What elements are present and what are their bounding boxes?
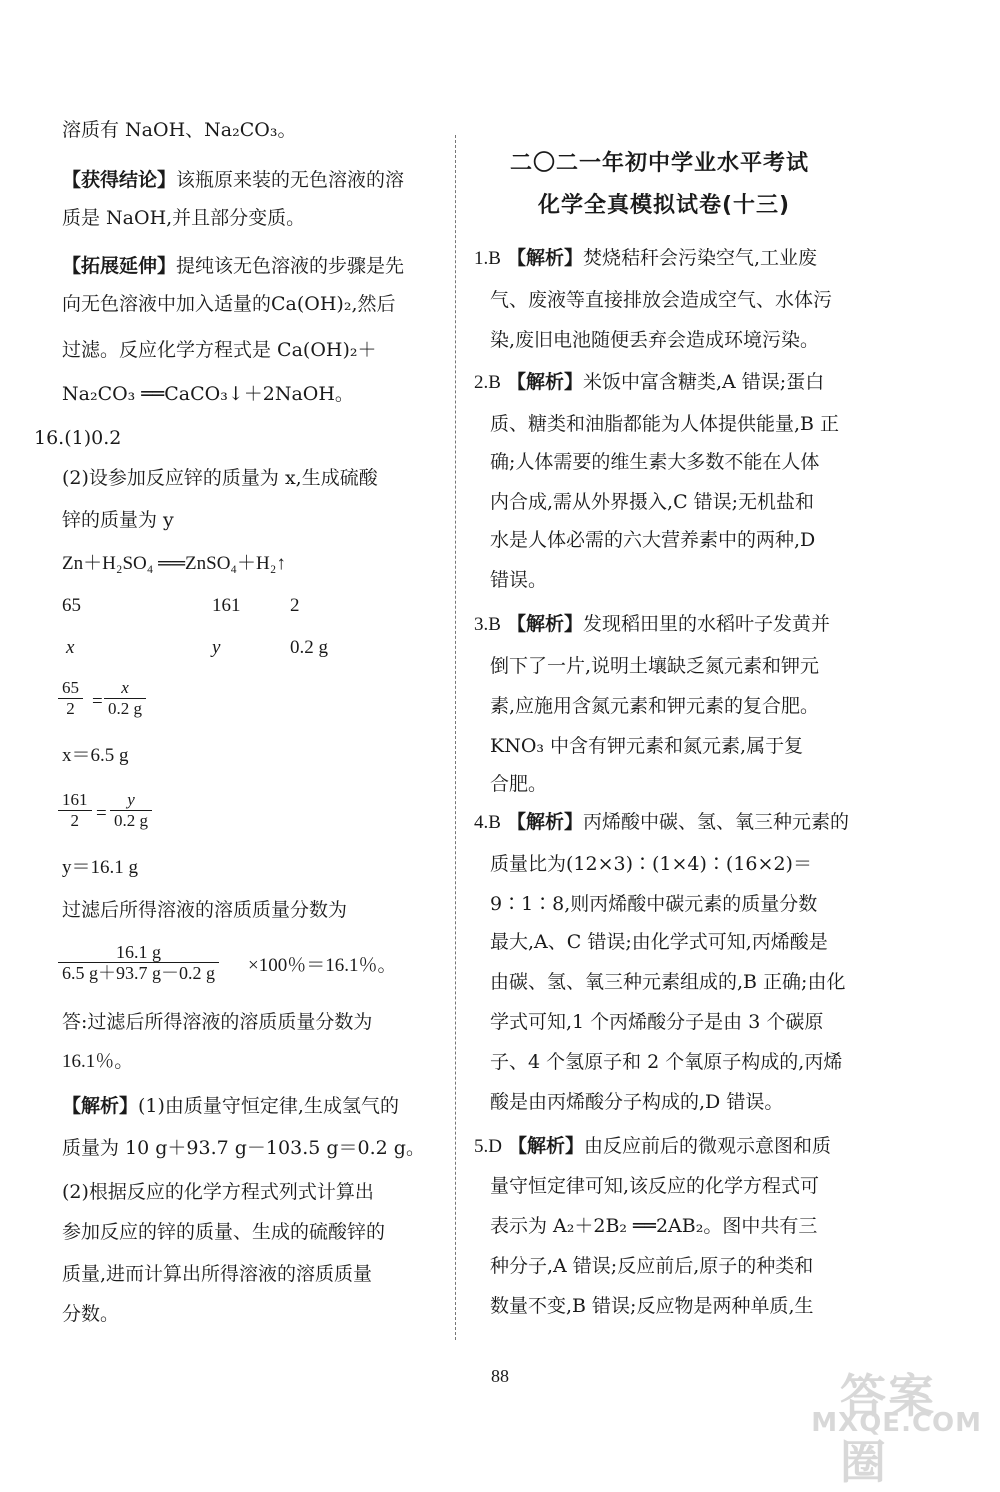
watermark-text: 答案圈 [840, 1369, 936, 1489]
answer-number: 2.B [474, 372, 501, 393]
answer-number: 4.B [474, 812, 501, 833]
answer-line [474, 246, 817, 271]
text-line: 锌的质量为 y [62, 509, 174, 531]
text-span: (1)由质量守恒定律,生成氢气的 [138, 1095, 399, 1117]
ratio-row: 2 [290, 595, 300, 616]
fraction-numerator: x [104, 678, 146, 699]
fraction-denominator: 0.2 g [114, 811, 148, 830]
text-line: 最大,A、C 错误;由化学式可知,丙烯酸是 [490, 931, 828, 953]
ratio-row: y [212, 637, 221, 658]
text-line: 9∶1∶8,则丙烯酸中碳元素的质量分数 [490, 893, 818, 915]
text-line: 内合成,需从外界摄入,C 错误;无机盐和 [490, 491, 815, 513]
fraction-denominator: 2 [66, 699, 75, 718]
answer-number: 1.B [474, 248, 501, 269]
text-line: 染,废旧电池随便丢弃会造成环境污染。 [490, 329, 820, 351]
text-line: 质是 NaOH,并且部分变质。 [62, 207, 306, 229]
page-subtitle: 化学全真模拟试卷(十三) [538, 193, 791, 218]
text-line: 溶质有 NaOH、Na₂CO₃。 [62, 119, 297, 141]
text-line: 水是人体必需的六大营养素中的两种,D [490, 529, 816, 551]
text-line [62, 1094, 399, 1118]
section-tag: 【解析】 [508, 1135, 585, 1157]
text-line: KNO₃ 中含有钾元素和氮元素,属于复 [490, 735, 804, 757]
text-span: 焚烧秸秆会污染空气,工业废 [583, 247, 818, 269]
answer-line [474, 810, 849, 835]
fraction-denominator: 6.5 g＋93.7 g－0.2 g [62, 963, 215, 983]
text-line: 种分子,A 错误;反应前后,原子的种类和 [490, 1255, 814, 1277]
chemical-equation: Zn＋H₂SO₄ ══ZnSO₄＋H₂↑ [62, 553, 286, 574]
fraction-denominator: 2 [70, 811, 79, 830]
text-line: 数量不变,B 错误;反应物是两种单质,生 [490, 1295, 814, 1317]
ratio-row: x [66, 637, 75, 658]
text-span: 该瓶原来装的无色溶液的溶 [176, 169, 405, 191]
text-line: 过滤。反应化学方程式是 Ca(OH)₂＋ [62, 339, 377, 361]
section-tag: 【解析】 [506, 247, 583, 269]
text-line: 酸是由丙烯酸分子构成的,D 错误。 [490, 1091, 784, 1113]
text-line: 质量,进而计算出所得溶液的溶质质量 [62, 1263, 373, 1285]
result-line: x＝6.5 g [62, 745, 129, 766]
fraction [58, 790, 92, 831]
answer-number: 5.D [474, 1136, 502, 1157]
watermark-logo [811, 1360, 990, 1489]
section-tag: 【解析】 [506, 613, 583, 635]
column-divider [455, 135, 457, 1340]
text-line: 确;人体需要的维生素大多数不能在人体 [490, 451, 820, 473]
text-line: 学式可知,1 个丙烯酸分子是由 3 个碳原 [490, 1011, 824, 1033]
text-span: 由反应前后的微观示意图和质 [584, 1135, 832, 1157]
text-line: 分数。 [62, 1303, 120, 1325]
text-line: 量守恒定律可知,该反应的化学方程式可 [490, 1175, 820, 1197]
text-line: 表示为 A₂＋2B₂ ══2AB₂。图中共有三 [490, 1215, 818, 1237]
text-span: 发现稻田里的水稻叶子发黄并 [583, 613, 831, 635]
text-line: 素,应施用含氮元素和钾元素的复合肥。 [490, 695, 820, 717]
text-span: 提纯该无色溶液的步骤是先 [176, 255, 405, 277]
text-line: 质、糖类和油脂都能为人体提供能量,B 正 [490, 413, 840, 435]
section-tag: 【获得结论】 [62, 169, 177, 191]
fraction-numerator: y [110, 790, 152, 811]
text-line: ×100％＝16.1％。 [248, 955, 397, 976]
fraction [104, 678, 146, 719]
text-span: 米饭中富含糖类,A 错误;蛋白 [583, 371, 825, 393]
text-line: (2)设参加反应锌的质量为 x,生成硫酸 [62, 467, 378, 489]
answer-number: 3.B [474, 614, 501, 635]
text-line: 向无色溶液中加入适量的Ca(OH)₂,然后 [62, 293, 396, 315]
answer-line [474, 370, 824, 395]
text-line: 答:过滤后所得溶液的溶质质量分数为 [62, 1011, 373, 1033]
answer-line [474, 1134, 831, 1159]
text-line [62, 254, 404, 278]
section-tag: 【解析】 [506, 371, 583, 393]
text-line: 倒下了一片,说明土壤缺乏氮元素和钾元 [490, 655, 820, 677]
text-line: 子、4 个氢原子和 2 个氧原子构成的,丙烯 [490, 1051, 843, 1073]
watermark-url: MXQE.COM [811, 1408, 982, 1438]
fraction [58, 678, 83, 719]
equals-sign: = [92, 691, 103, 712]
ratio-row: 161 [212, 595, 241, 616]
text-line: (2)根据反应的化学方程式列式计算出 [62, 1181, 374, 1203]
section-tag: 【解析】 [506, 811, 583, 833]
ratio-row: 0.2 g [290, 637, 328, 658]
page-number: 88 [491, 1366, 509, 1386]
fraction [110, 790, 152, 831]
result-line: y＝16.1 g [62, 857, 139, 878]
text-line: 质量比为(12×3)∶(1×4)∶(16×2)＝ [490, 853, 812, 875]
fraction-denominator: 0.2 g [108, 699, 142, 718]
equals-sign: = [96, 803, 107, 824]
answer-line [474, 612, 830, 637]
chemical-equation: Na₂CO₃ ══CaCO₃↓＋2NaOH。 [62, 383, 354, 405]
text-line [62, 168, 404, 192]
page-title: 二〇二一年初中学业水平考试 [510, 151, 810, 176]
text-line: 参加反应的锌的质量、生成的硫酸锌的 [62, 1221, 386, 1243]
text-line: 由碳、氢、氧三种元素组成的,B 正确;由化 [490, 971, 846, 993]
fraction [58, 942, 219, 983]
text-line: 气、废液等直接排放会造成空气、水体污 [490, 289, 833, 311]
text-line: 错误。 [490, 569, 548, 591]
section-tag: 【拓展延伸】 [62, 255, 177, 277]
fraction-numerator: 16.1 g [58, 942, 219, 963]
text-span: 丙烯酸中碳、氢、氧三种元素的 [583, 811, 850, 833]
section-tag: 【解析】 [62, 1095, 139, 1117]
ratio-row: 65 [62, 595, 81, 616]
text-line: 过滤后所得溶液的溶质质量分数为 [62, 899, 348, 921]
text-line: 16.1％。 [62, 1051, 134, 1072]
fraction-numerator: 161 [58, 790, 92, 811]
question-16-part1: 16.(1)0.2 [34, 427, 122, 449]
text-line: 合肥。 [490, 773, 548, 795]
fraction-numerator: 65 [58, 678, 83, 699]
text-line: 质量为 10 g＋93.7 g－103.5 g＝0.2 g。 [62, 1137, 425, 1159]
